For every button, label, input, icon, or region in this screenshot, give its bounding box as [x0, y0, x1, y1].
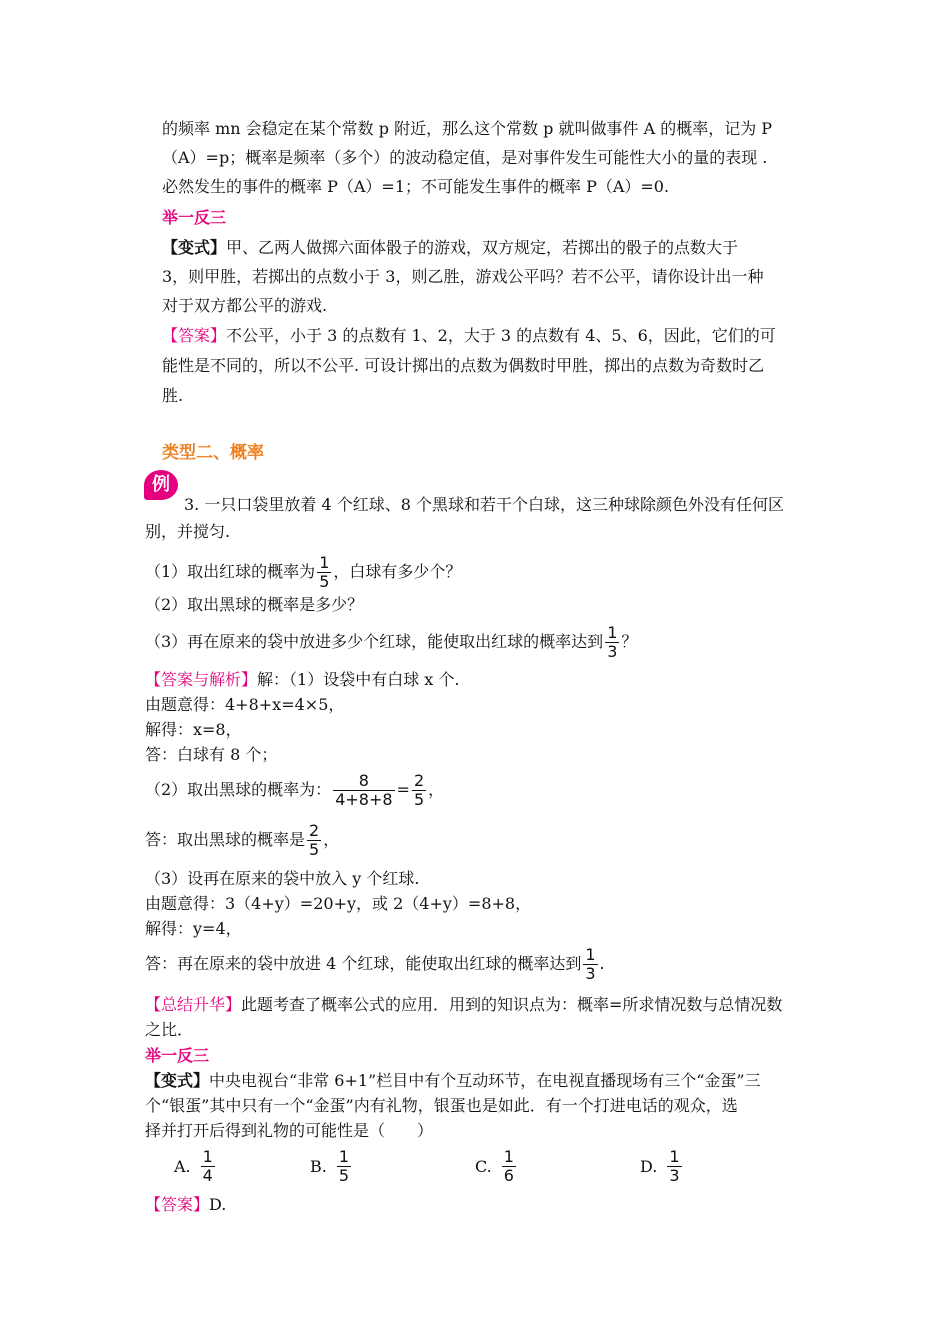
fraction-num: 2 [309, 821, 320, 840]
fraction-den: 5 [319, 572, 330, 591]
option-a[interactable] [174, 1148, 217, 1185]
fraction-den: 5 [413, 790, 425, 809]
example-q3 [145, 622, 810, 662]
s5-text: （2）取出黑球的概率为： [145, 780, 332, 799]
fraction-two-fifths [412, 772, 426, 809]
fraction-num: 1 [503, 1147, 514, 1166]
practice1-answer-line-3: 胜. [162, 386, 184, 405]
option-label: A. [174, 1157, 191, 1176]
fraction-num: 2 [413, 771, 425, 790]
fraction-one-third [583, 946, 597, 983]
answer-tag: 【答案】 [162, 326, 227, 345]
option-label: D. [640, 1157, 658, 1176]
s10-post: . [599, 954, 605, 973]
option-c[interactable] [475, 1148, 518, 1185]
practice2-line-3: 择并打开后得到礼物的可能性是（ ） [145, 1121, 434, 1140]
practice2-line-1 [145, 1070, 810, 1092]
fraction-den: 6 [503, 1166, 514, 1185]
solution-line-9: 解得：y=4， [145, 919, 242, 938]
section-title: 类型二、概率 [162, 443, 264, 463]
practice1-question-line-1 [162, 237, 802, 259]
practice2-answer [145, 1194, 810, 1216]
practice2-text-1: 中央电视台“非常 6+1”栏目中有个互动环节，在电视直播现场有三个“金蛋”三 [209, 1071, 761, 1090]
q1-post: ，白球有多少个？ [333, 562, 462, 581]
option-d[interactable] [640, 1148, 684, 1185]
q3-text: （3）再在原来的袋中放进多少个红球，能使取出红球的概率达到 [145, 632, 604, 651]
solution-line-7: （3）设再在原来的袋中放入 y 个红球. [145, 869, 420, 888]
answer-value: D. [209, 1195, 227, 1214]
s5-post: ， [428, 780, 445, 799]
practice1-a1: 不公平，小于 3 的点数有 1、2，大于 3 的点数有 4、5、6，因此，它们的可 [226, 326, 776, 345]
fraction-num: 1 [585, 945, 596, 964]
fraction-den: 3 [607, 642, 618, 661]
practice-heading-1: 举一反三 [162, 208, 227, 227]
fraction-den: 3 [669, 1166, 680, 1185]
option-b[interactable] [310, 1148, 353, 1185]
solution-line-1 [145, 669, 810, 691]
option-fraction [502, 1148, 516, 1185]
practice-heading-2: 举一反三 [145, 1046, 210, 1065]
example-badge: 例 [144, 470, 178, 500]
fraction-num: 1 [202, 1147, 213, 1166]
fraction-two-fifths [307, 822, 321, 859]
solution-line-8: 由题意得：3（4+y）=20+y，或 2（4+y）=8+8， [145, 894, 532, 913]
q3-post: ？ [621, 632, 638, 651]
practice2-line-2: 个“银蛋”其中只有一个“金蛋”内有礼物，银蛋也是如此．有一个打进电话的观众，选 [145, 1096, 738, 1115]
solution-line-6 [145, 818, 810, 862]
option-fraction [201, 1148, 215, 1185]
solution-line-3: 解得：x=8， [145, 720, 242, 739]
fraction-one-fifth [317, 554, 331, 591]
intro-line-3: 必然发生的事件的概率 P（A）=1；不可能发生事件的概率 P（A）=0. [162, 177, 670, 196]
fraction-num: 8 [333, 772, 394, 791]
example-q1 [145, 552, 810, 592]
practice1-q1: 甲、乙两人做掷六面体骰子的游戏，双方规定，若掷出的骰子的点数大于 [226, 238, 739, 257]
fraction-den: 5 [338, 1166, 350, 1185]
fraction-den: 3 [585, 964, 596, 983]
practice1-question-line-3: 对于双方都公平的游戏. [162, 296, 328, 315]
solution-line-4: 答：白球有 8 个； [145, 745, 278, 764]
summary-line-2: 之比． [145, 1020, 194, 1039]
example-line-1: 3. 一只口袋里放着 4 个红球、8 个黑球和若干个白球，这三种球除颜色外没有任何区 [184, 495, 784, 514]
answer-tag: 【答案】 [145, 1195, 210, 1214]
practice1-answer-line-1 [162, 325, 802, 347]
solution-s1: 解：（1）设袋中有白球 x 个. [257, 670, 460, 689]
variant-tag: 【变式】 [162, 238, 227, 257]
intro-line-2: （A）=p；概率是频率（多个）的波动稳定值，是对事件发生可能性大小的量的表现 . [162, 148, 768, 167]
variant-tag: 【变式】 [145, 1071, 210, 1090]
example-q2: （2）取出黑球的概率是多少？ [145, 595, 364, 614]
fraction-den: 4+8+8 [335, 790, 393, 809]
s6-post: ， [323, 830, 340, 849]
fraction-num: 1 [607, 623, 618, 642]
s10-text: 答：再在原来的袋中放进 4 个红球，能使取出红球的概率达到 [145, 954, 582, 973]
summary-tag: 【总结升华】 [145, 995, 242, 1014]
solution-line-2: 由题意得：4+8+x=4×5， [145, 695, 345, 714]
summary-text: 此题考查了概率公式的应用．用到的知识点为：概率=所求情况数与总情况数 [241, 995, 783, 1014]
fraction-num: 1 [669, 1147, 680, 1166]
option-fraction [337, 1148, 351, 1185]
option-label: C. [475, 1157, 492, 1176]
example-line-2: 别，并搅匀. [145, 522, 231, 541]
fraction-black-ratio [333, 772, 394, 809]
equals-sign: = [396, 780, 410, 799]
fraction-den: 4 [202, 1166, 213, 1185]
solution-line-5 [145, 768, 810, 812]
fraction-one-third [605, 624, 619, 661]
intro-line-1: 的频率 mn 会稳定在某个常数 p 附近，那么这个常数 p 就叫做事件 A 的概率，记为 P [162, 119, 773, 138]
summary-line-1 [145, 994, 810, 1016]
fraction-den: 5 [309, 840, 320, 859]
practice1-answer-line-2: 能性是不同的，所以不公平. 可设计掷出的点数为偶数时甲胜，掷出的点数为奇数时乙 [162, 356, 765, 375]
option-label: B. [310, 1157, 327, 1176]
option-fraction [667, 1148, 681, 1185]
fraction-num: 1 [338, 1147, 350, 1166]
solution-tag: 【答案与解析】 [145, 670, 258, 689]
q1-text: （1）取出红球的概率为 [145, 562, 316, 581]
fraction-num: 1 [319, 553, 330, 572]
solution-line-10 [145, 942, 810, 986]
practice1-question-line-2: 3，则甲胜，若掷出的点数小于 3，则乙胜，游戏公平吗？若不公平，请你设计出一种 [162, 267, 764, 286]
s6-text: 答：取出黑球的概率是 [145, 830, 306, 849]
